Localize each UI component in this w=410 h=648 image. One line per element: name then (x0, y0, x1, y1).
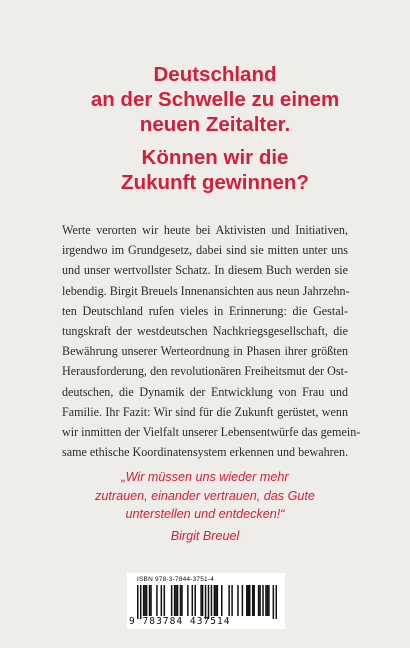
blurb-line: und unser wertvollster Schatz. In diesem Buch werden sie (62, 263, 348, 278)
barcode-bar (221, 585, 223, 616)
barcode-bar (267, 585, 269, 616)
pull-quote (40, 468, 370, 524)
barcode-bar (208, 585, 210, 619)
barcode-bars (137, 585, 277, 619)
blurb-line: irgendwo im Grundgesetz, dabei sind sie mitten unter uns (62, 243, 348, 258)
barcode-digits: 9 783784 437514 (129, 616, 231, 627)
headline-question-line: Zukunft gewinnen? (121, 171, 309, 194)
barcode-bar (265, 585, 267, 616)
barcode-bar (258, 585, 260, 616)
barcode-bar (249, 585, 251, 616)
barcode-bar (156, 585, 158, 616)
blurb-line: same ethische Koordinatensystem erkennen und bewahren. (62, 445, 349, 460)
blurb-line: ten Deutschland rufen vieles in Erinnerung: die Gestal- (62, 303, 348, 318)
blurb-line: wir inmitten der Vielfalt unserer Lebensentwürfe das gemein- (62, 425, 361, 440)
blurb-line: tungskraft der westdeutschen Nachkriegsgesellschaft, die (62, 324, 348, 339)
barcode-bar (137, 585, 139, 619)
barcode-bar (192, 585, 194, 616)
barcode-bar (149, 585, 151, 616)
quote-line: unterstellen und entdecken!“ (125, 507, 285, 522)
barcode-bar (150, 585, 152, 616)
blurb-line: Familie. Ihr Fazit: Wir sind für die Zukunft gerüstet, wenn (62, 404, 348, 419)
barcode-bar (217, 585, 219, 616)
barcode-bar (174, 585, 176, 616)
isbn-number: ISBN 978-3-7844-3751-4 (137, 576, 215, 583)
headline-line: an der Schwelle zu einem (90, 88, 340, 111)
barcode-bar (214, 585, 216, 616)
barcode-bar (262, 585, 264, 616)
barcode-bar (164, 585, 166, 616)
barcode-bar (143, 585, 145, 616)
barcode-bar (161, 585, 163, 616)
barcode-bar (171, 585, 173, 616)
quote-line: „Wir müssen uns wieder mehr (121, 470, 289, 484)
barcode-bar (144, 585, 146, 616)
barcode-bar (231, 585, 233, 616)
barcode-bar (177, 585, 179, 616)
barcode-bar (276, 585, 277, 619)
barcode-bar (237, 585, 239, 616)
barcode-bar (180, 585, 182, 616)
barcode-bar (242, 585, 244, 616)
barcode-bar (246, 585, 248, 616)
barcode-bar (194, 585, 196, 616)
quote-line: zutrauen, einander vertrauen, das Gute (95, 488, 315, 503)
blurb-line: Werte verorten wir heute bei Aktivisten und Initiativen, (62, 223, 348, 237)
barcode-bar (140, 585, 142, 619)
headline (60, 62, 370, 137)
barcode-bar (205, 585, 207, 619)
barcode-bar (175, 585, 177, 616)
barcode-bar (187, 585, 189, 616)
headline-question-line: Können wir die (141, 146, 289, 169)
blurb-line: deutschen, die Dynamik der Entwicklung von Frau und (62, 384, 348, 399)
barcode-bar (146, 585, 148, 616)
blurb-line: Herausforderung, den revolutionären Freiheitsmut der Ost- (62, 364, 348, 379)
isbn-barcode (127, 573, 285, 629)
headline-line: Deutschland (153, 63, 277, 86)
barcode-bar (228, 585, 230, 616)
barcode-bar (252, 585, 254, 616)
blurb-line: lebendig. Birgit Breuels Innenansichten aus neun Jahrzehn- (62, 283, 350, 298)
barcode-bar (181, 585, 183, 616)
barcode-bar (253, 585, 255, 616)
barcode-bar (215, 585, 217, 616)
barcode-bar (259, 585, 261, 616)
blurb-line: Bewährung unserer Werteordnung in Phasen ihrer größten (62, 344, 348, 359)
barcode-bar (268, 585, 270, 616)
barcode-bar (248, 585, 250, 616)
barcode-bar (273, 585, 275, 619)
barcode-bar (211, 585, 213, 616)
headline-line: neuen Zeitalter. (139, 113, 291, 136)
quote-author: Birgit Breuel (170, 529, 240, 543)
headline-question (60, 145, 370, 195)
barcode-bar (202, 585, 204, 616)
barcode-bar (200, 585, 202, 616)
blurb-text (62, 220, 361, 462)
